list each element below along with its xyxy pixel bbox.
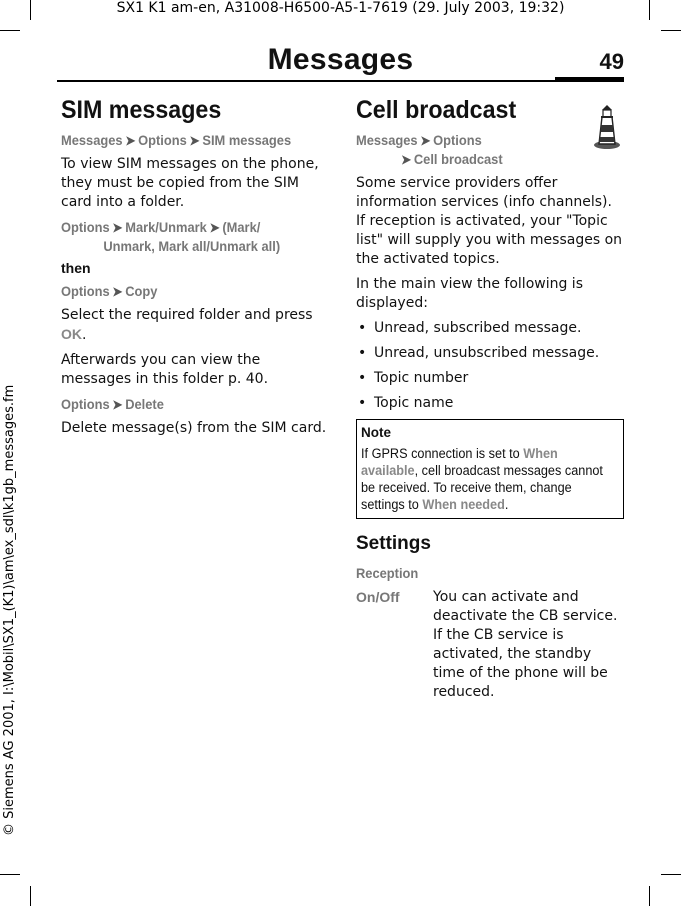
text-fragment: . <box>504 497 509 512</box>
cell-broadcast-heading: Cell broadcast <box>356 96 517 124</box>
note-box <box>356 419 624 519</box>
running-header: SX1 K1 am-en, A31008-H6500-A5-1-7619 (29. July 2003, 19:32) <box>116 0 565 16</box>
nav-arrow-icon: ➤ <box>112 397 123 412</box>
note-body <box>361 445 617 513</box>
cb-intro-text: Some service providers offer information services (info channels). If reception is activated, your "Topic list" will supply you with messages on the activated topics. <box>356 175 623 267</box>
nav-step: SIM messages <box>202 132 292 148</box>
then-label: then <box>61 260 91 276</box>
note-title: Note <box>361 425 391 440</box>
delete-nav-path <box>61 395 308 414</box>
page-number: 49 <box>599 49 624 74</box>
sim-messages-heading: SIM messages <box>61 96 222 124</box>
nav-step: Options <box>138 132 187 148</box>
view-folder-text: Afterwards you can view the messages in this folder p. 40. <box>61 352 269 387</box>
copy-nav-path <box>61 282 308 301</box>
list-item <box>356 394 624 413</box>
when-needed-label: When needed <box>422 497 505 512</box>
nav-arrow-icon: ➤ <box>112 220 123 235</box>
nav-step: Copy <box>125 283 158 299</box>
list-item <box>356 319 624 338</box>
nav-step: (Mark/ <box>222 219 261 235</box>
nav-step: Cell broadcast <box>413 151 503 167</box>
bullet-icon: • <box>358 395 367 411</box>
list-item <box>356 369 624 388</box>
nav-arrow-icon: ➤ <box>420 133 431 148</box>
on-off-description: You can activate and deactivate the CB service. If the CB service is activated, the standby time of the phone will be reduced. <box>433 589 618 700</box>
sim-intro-text: To view SIM messages on the phone, they must be copied from the SIM card into a folder. <box>61 156 319 210</box>
list-item <box>356 344 624 363</box>
nav-step: Mark/Unmark <box>125 219 207 235</box>
on-off-definition <box>356 588 624 702</box>
list-item-text: Unread, subscribed message. <box>374 320 582 336</box>
ok-key-label: OK <box>61 326 82 342</box>
nav-step: Messages <box>356 132 418 148</box>
nav-arrow-icon: ➤ <box>189 133 200 148</box>
nav-step: Options <box>61 283 110 299</box>
list-item-text: Unread, unsubscribed message. <box>374 345 600 361</box>
bullet-icon: • <box>358 370 367 386</box>
cb-nav-path <box>356 131 603 169</box>
page-title: Messages <box>267 43 414 76</box>
nav-step: Options <box>61 219 110 235</box>
nav-step: Options <box>61 396 110 412</box>
copy-instruction-text <box>61 306 329 345</box>
text-fragment: , cell broadcast messages cannot be received. To receive them, change settings to <box>361 463 603 512</box>
on-off-term: On/Off <box>356 589 400 605</box>
cb-main-view-text: In the main view the following is displayed: <box>356 276 583 311</box>
list-item-text: Topic name <box>374 395 454 411</box>
nav-arrow-icon: ➤ <box>112 284 123 299</box>
right-column <box>356 96 624 702</box>
crop-mark <box>661 874 681 875</box>
list-item-text: Topic number <box>374 370 469 386</box>
bullet-icon: • <box>358 345 367 361</box>
title-rule <box>57 80 624 82</box>
reception-label: Reception <box>356 565 419 581</box>
crop-mark <box>661 30 681 31</box>
nav-step: Messages <box>61 132 123 148</box>
bullet-icon: • <box>358 320 367 336</box>
crop-mark <box>30 886 31 906</box>
text-fragment: Select the required folder and press <box>61 307 313 323</box>
copyright-side-text: © Siemens AG 2001, I:\Mobil\SX1_(K1)\am\ex_sdl\k1gb_messages.fm <box>2 384 17 836</box>
settings-heading: Settings <box>356 533 431 554</box>
nav-arrow-icon: ➤ <box>125 133 136 148</box>
nav-step-continued: Unmark, Mark all/Unmark all) <box>103 238 281 254</box>
sim-nav-path <box>61 131 308 150</box>
delete-text: Delete message(s) from the SIM card. <box>61 420 327 436</box>
crop-mark <box>0 30 20 31</box>
nav-step: Delete <box>125 396 164 412</box>
title-rule-accent <box>555 77 624 82</box>
nav-arrow-icon: ➤ <box>401 152 412 167</box>
crop-mark <box>0 874 20 875</box>
nav-step-continued <box>356 150 603 169</box>
nav-arrow-icon: ➤ <box>209 220 220 235</box>
nav-step: Options <box>433 132 482 148</box>
crop-mark <box>649 886 650 906</box>
text-fragment: If GPRS connection is set to <box>361 446 524 461</box>
left-column <box>61 96 329 444</box>
cb-display-list <box>356 319 624 413</box>
text-fragment: . <box>82 327 87 343</box>
mark-nav-path <box>61 218 308 255</box>
when-available-label: When available <box>361 446 558 478</box>
